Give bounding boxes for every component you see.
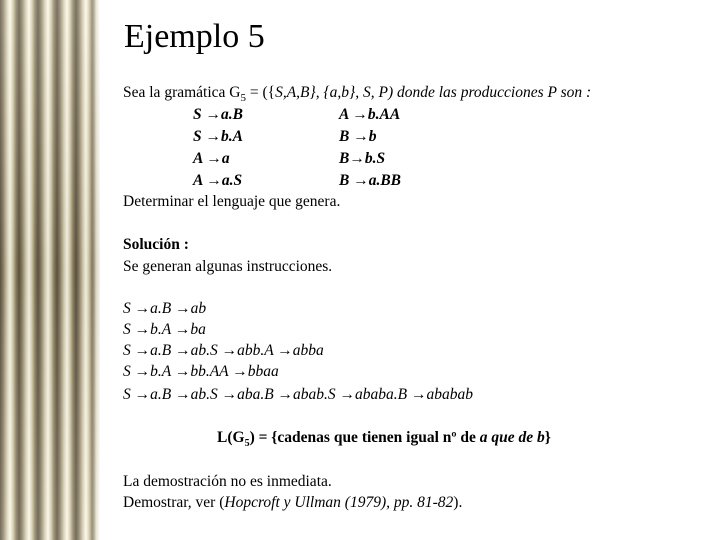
grammar-subscript: 5 [240,92,246,105]
task-text: Determinar el lenguaje que genera. [123,193,341,210]
language-definition [217,428,551,454]
production-row [0,171,720,191]
solution-text: Se generan algunas instrucciones. [123,258,333,275]
derivation-line: S →a.B →ab.S →aba.B →abab.S →ababa.B →ababab [123,386,474,403]
note-text: La demostración no es inmediata. [123,473,332,490]
production-left: A →a.S [193,172,243,189]
reference-suffix: ). [453,494,463,511]
grammar-middle: = ({ [245,84,276,101]
language-prefix: L(G [217,429,245,446]
derivation-line: S →b.A →ba [123,321,206,338]
solution-heading: Solución : [123,236,189,253]
production-row [0,149,720,169]
derivation-line: S →a.B →ab [123,300,207,317]
production-row [0,105,720,125]
production-left: A →a [193,150,230,167]
production-row [0,127,720,147]
production-right: B →a.BB [339,172,402,189]
slide-title: Ejemplo 5 [124,18,265,55]
production-right: B →b [339,128,377,145]
language-middle: ) = {cadenas que tienen igual nº de [249,429,480,446]
production-left: S →b.A [193,128,243,145]
production-right: B→b.S [339,150,386,167]
reference-prefix: Demostrar, ver ( [123,494,225,511]
reference-citation: Hopcroft y Ullman (1979), pp. 81-82 [224,494,454,511]
grammar-tuple: S,A,B}, {a,b}, S, P) donde las producciones P son : [275,84,592,101]
language-subscript: 5 [244,438,250,450]
derivation-line: S →a.B →ab.S →abb.A →abba [123,342,324,359]
production-left: S →a.B [193,106,243,123]
language-emphasis: a que de b [479,429,545,446]
derivation-line: S →b.A →bb.AA →bbaa [123,363,279,380]
reference-text [123,493,462,513]
language-suffix: } [544,429,551,446]
grammar-prefix: Sea la gramática G [123,84,241,101]
decorative-border [0,0,100,540]
production-right: A →b.AA [339,106,401,123]
